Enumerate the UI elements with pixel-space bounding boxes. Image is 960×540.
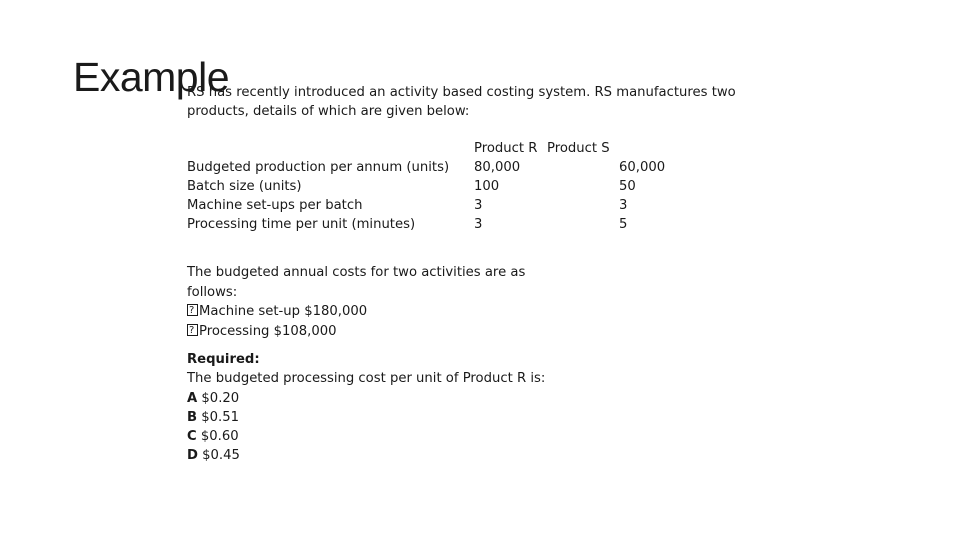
- product-s-value: 60,000: [619, 160, 666, 175]
- product-s-header: Product S: [547, 141, 610, 156]
- costs-intro-line-2: follows:: [187, 284, 238, 300]
- question-block: [187, 350, 545, 466]
- activity-costs: [187, 263, 525, 341]
- option-letter: D: [187, 448, 198, 464]
- question-prompt: The budgeted processing cost per unit of Product R is:: [187, 371, 546, 387]
- intro-paragraph: [187, 83, 736, 121]
- answer-option: [187, 427, 545, 446]
- product-r-value: 3: [474, 217, 483, 232]
- required-heading: Required:: [187, 352, 260, 367]
- slide-title: Example: [73, 54, 230, 100]
- intro-line-1: RS has recently introduced an activity based costing system. RS manufactures two: [187, 85, 736, 100]
- option-letter: C: [187, 429, 197, 445]
- row-label: Batch size (units): [187, 179, 302, 194]
- cost-item: [187, 302, 525, 322]
- product-s-header-wrap: [547, 139, 610, 158]
- cost-item-text: Processing $108,000: [199, 323, 337, 339]
- row-label: Machine set-ups per batch: [187, 198, 363, 213]
- option-letter: B: [187, 409, 198, 425]
- option-value: $0.20: [201, 390, 240, 406]
- answer-option: [187, 408, 545, 427]
- answer-option: [187, 446, 545, 465]
- row-label: Processing time per unit (minutes): [187, 217, 416, 232]
- product-s-column: [619, 158, 665, 234]
- missing-glyph-bullet-icon: [187, 304, 198, 316]
- cost-item: [187, 322, 525, 342]
- product-r-header: Product R: [474, 141, 538, 156]
- product-r-column: [474, 139, 537, 234]
- product-r-value: 80,000: [474, 160, 521, 175]
- costs-intro-line-1: The budgeted annual costs for two activities are as: [187, 265, 526, 280]
- product-s-value: 50: [619, 179, 636, 194]
- answer-option: [187, 389, 545, 408]
- table-row-labels: [187, 158, 449, 234]
- missing-glyph-bullet-icon: [187, 324, 198, 336]
- product-s-value: 3: [619, 198, 628, 213]
- option-value: $0.51: [201, 409, 240, 425]
- cost-item-text: Machine set-up $180,000: [199, 304, 368, 319]
- product-r-value: 3: [474, 198, 483, 213]
- row-label: Budgeted production per annum (units): [187, 160, 450, 175]
- product-s-value: 5: [619, 217, 628, 232]
- option-value: $0.45: [202, 448, 240, 464]
- product-r-value: 100: [474, 179, 500, 194]
- option-value: $0.60: [200, 429, 239, 445]
- option-letter: A: [187, 390, 198, 406]
- intro-line-2: products, details of which are given below:: [187, 104, 470, 119]
